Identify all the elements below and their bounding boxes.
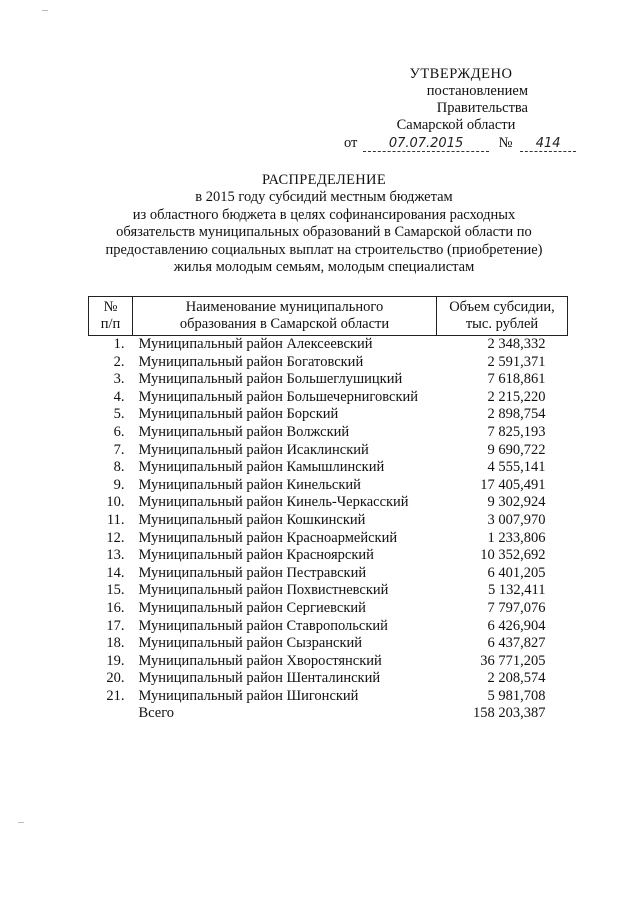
table-row xyxy=(89,477,568,495)
header-municipality: Наименование муниципального образования в Самарской области xyxy=(133,297,437,336)
subsidy-amount: 7 618,861 xyxy=(487,371,546,388)
municipality-name: Муниципальный район Красноармейский xyxy=(138,529,398,546)
subsidy-amount: 2 348,332 xyxy=(487,336,546,352)
subsidy-amount: 5 981,708 xyxy=(487,687,546,704)
total-label: Всего xyxy=(138,705,175,722)
heading-line: из областного бюджета в целях софинансирования расходных xyxy=(132,206,516,223)
document-heading xyxy=(90,172,558,276)
handwritten-number: 414 xyxy=(520,137,576,152)
row-number: 15. xyxy=(106,582,125,599)
row-number: 5. xyxy=(113,406,125,423)
subsidy-amount: 10 352,692 xyxy=(480,547,546,564)
heading-line: обязательств муниципальных образований в Самарской области по xyxy=(116,224,532,241)
municipality-name: Муниципальный район Сызранский xyxy=(138,635,363,652)
row-number: 18. xyxy=(106,635,125,652)
municipality-name: Муниципальный район Похвистневский xyxy=(138,582,389,599)
scan-mark xyxy=(42,10,48,11)
approval-line-1: постановлением Правительства xyxy=(426,83,528,116)
subsidy-amount: 5 132,411 xyxy=(488,582,546,599)
row-number: 6. xyxy=(113,423,125,440)
subsidy-amount: 2 208,574 xyxy=(487,670,546,687)
subsidy-amount: 1 233,806 xyxy=(487,529,546,546)
municipality-name: Муниципальный район Исаклинский xyxy=(138,441,369,458)
approval-line-2: Самарской области xyxy=(396,117,516,133)
row-number: 19. xyxy=(106,652,125,669)
municipality-name: Муниципальный район Волжский xyxy=(138,423,350,440)
row-number: 17. xyxy=(106,617,125,634)
table-row xyxy=(89,459,568,477)
municipality-name: Муниципальный район Ставропольский xyxy=(138,617,388,634)
heading-line: жилья молодым семьям, молодым специалистам xyxy=(173,259,475,276)
row-number: 16. xyxy=(106,599,125,616)
subsidy-amount: 2 898,754 xyxy=(487,406,546,423)
municipality-name: Муниципальный район Кинель-Черкасский xyxy=(138,494,409,511)
table-row xyxy=(89,336,568,354)
subsidy-amount: 3 007,970 xyxy=(487,511,546,528)
table-header-row xyxy=(89,297,568,336)
municipality-name: Муниципальный район Богатовский xyxy=(138,353,364,370)
municipality-name: Муниципальный район Камышлинский xyxy=(138,459,385,476)
header-number: № п/п xyxy=(89,297,133,336)
row-number: 13. xyxy=(106,547,125,564)
subsidy-amount: 2 215,220 xyxy=(487,388,546,405)
subsidy-amount: 36 771,205 xyxy=(480,652,546,669)
table-body xyxy=(89,336,568,706)
heading-line: предоставлению социальных выплат на строительство (приобретение) xyxy=(105,241,543,258)
number-prefix: № xyxy=(498,135,513,151)
row-number: 21. xyxy=(106,687,125,704)
municipality-name: Муниципальный район Большеглушицкий xyxy=(138,371,403,388)
municipality-name: Муниципальный район Красноярский xyxy=(138,547,374,564)
table-row xyxy=(89,635,568,653)
approval-date-line xyxy=(344,135,562,152)
row-number: 3. xyxy=(113,371,125,388)
table-row xyxy=(89,618,568,636)
municipality-name: Муниципальный район Кошкинский xyxy=(138,511,366,528)
municipality-name: Муниципальный район Шенталинский xyxy=(138,670,381,687)
row-number: 7. xyxy=(113,441,125,458)
table-row xyxy=(89,688,568,706)
municipality-name: Муниципальный район Сергиевский xyxy=(138,599,366,616)
table-row xyxy=(89,424,568,442)
subsidy-amount: 9 302,924 xyxy=(487,494,546,511)
table-row xyxy=(89,530,568,548)
distribution-table xyxy=(88,296,568,723)
row-number: 14. xyxy=(106,564,125,581)
total-value: 158 203,387 xyxy=(473,705,546,722)
municipality-name: Муниципальный район Алексеевский xyxy=(138,336,373,352)
table-row xyxy=(89,406,568,424)
table-row xyxy=(89,565,568,583)
table-row xyxy=(89,547,568,565)
table-row xyxy=(89,653,568,671)
table-row xyxy=(89,670,568,688)
row-number: 2. xyxy=(113,353,125,370)
row-number: 20. xyxy=(106,670,125,687)
document-title: РАСПРЕДЕЛЕНИЕ xyxy=(262,172,386,188)
municipality-name: Муниципальный район Борский xyxy=(138,406,339,423)
table-row xyxy=(89,512,568,530)
table-row xyxy=(89,371,568,389)
municipality-name: Муниципальный район Хворостянский xyxy=(138,652,382,669)
municipality-name: Муниципальный район Шигонский xyxy=(138,687,359,704)
scan-mark xyxy=(18,822,24,823)
row-number: 4. xyxy=(113,388,125,405)
subsidy-amount: 7 797,076 xyxy=(487,599,546,616)
row-number: 12. xyxy=(106,529,125,546)
table-row xyxy=(89,389,568,407)
table-row xyxy=(89,494,568,512)
handwritten-date: 07.07.2015 xyxy=(363,137,489,152)
row-number: 11. xyxy=(106,511,125,528)
row-number: 1. xyxy=(113,336,125,352)
row-number: 8. xyxy=(113,459,125,476)
subsidy-amount: 2 591,371 xyxy=(487,353,546,370)
subsidy-amount: 6 426,904 xyxy=(487,617,546,634)
total-row xyxy=(89,705,568,723)
subsidy-amount: 7 825,193 xyxy=(487,423,546,440)
subsidy-amount: 6 437,827 xyxy=(487,635,546,652)
row-number: 10. xyxy=(106,494,125,511)
subsidy-amount: 17 405,491 xyxy=(480,476,546,493)
municipality-name: Муниципальный район Кинельский xyxy=(138,476,361,493)
approval-title: УТВЕРЖДЕНО xyxy=(409,66,513,82)
table-row xyxy=(89,354,568,372)
table-row xyxy=(89,442,568,460)
municipality-name: Муниципальный район Большечерниговский xyxy=(138,388,419,405)
subsidy-amount: 4 555,141 xyxy=(487,459,546,476)
approval-block xyxy=(344,66,562,152)
heading-line: в 2015 году субсидий местным бюджетам xyxy=(195,189,453,206)
row-number: 9. xyxy=(113,476,125,493)
date-prefix: от xyxy=(344,135,358,151)
header-amount: Объем субсидии, тыс. рублей xyxy=(437,297,568,336)
table-row xyxy=(89,600,568,618)
table-row xyxy=(89,582,568,600)
subsidy-amount: 9 690,722 xyxy=(487,441,546,458)
municipality-name: Муниципальный район Пестравский xyxy=(138,564,367,581)
subsidy-amount: 6 401,205 xyxy=(487,564,546,581)
